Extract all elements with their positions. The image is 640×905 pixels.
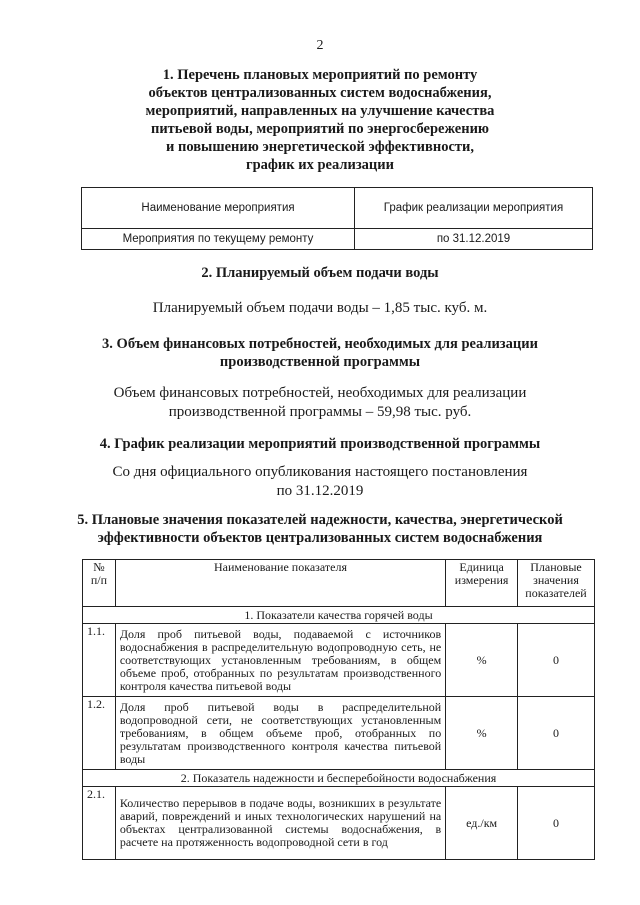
activities-table — [81, 187, 593, 250]
cell-name: Доля проб питьевой воды, подаваемой с источников водоснабжения в распределительную водопроводную сеть, не соответствующих установленным требованиям, в общем объеме проб, отобранных по результатам производственного контроля качества питьевой воды — [115, 624, 445, 697]
group1-title: 1. Показатели качества горячей воды — [83, 607, 595, 624]
cell-schedule: по 31.12.2019 — [355, 229, 593, 250]
col-header-name: Наименование показателя — [115, 560, 445, 607]
col-header-activity: Наименование мероприятия — [82, 188, 355, 229]
section1-title — [0, 66, 640, 174]
table-row — [82, 229, 593, 250]
col-header-num: № п/п — [83, 560, 116, 607]
section1-title-line: график их реализации — [245, 157, 394, 173]
section4-text-line: Со дня официального опубликования настоящего постановления — [112, 464, 528, 480]
cell-num: 2.1. — [83, 787, 116, 860]
table-row — [83, 624, 595, 697]
cell-value: 0 — [518, 787, 595, 860]
cell-activity: Мероприятия по текущему ремонту — [82, 229, 355, 250]
cell-num: 1.2. — [83, 697, 116, 770]
section1-title-line: питьевой воды, мероприятий по энергосбережению — [150, 121, 490, 137]
section1-title-line: и повышению энергетической эффективности, — [166, 139, 474, 155]
section1-title-line: объектов централизованных систем водоснабжения, — [148, 85, 492, 101]
cell-value: 0 — [518, 697, 595, 770]
cell-value: 0 — [518, 624, 595, 697]
col-header-value: Плановые значения показателей — [518, 560, 595, 607]
section2-title: 2. Планируемый объем подачи воды — [201, 265, 439, 281]
section3-text-line: Объем финансовых потребностей, необходимых для реализации — [113, 385, 527, 401]
section3-title-line: 3. Объем финансовых потребностей, необходимых для реализации — [102, 336, 538, 352]
cell-unit: % — [446, 697, 518, 770]
group-row — [83, 607, 595, 624]
section3-text — [0, 384, 640, 422]
page-number: 2 — [316, 38, 324, 53]
col-header-unit: Единица измерения — [446, 560, 518, 607]
table-row — [83, 787, 595, 860]
section3-title — [0, 335, 640, 371]
table-row — [83, 697, 595, 770]
section3-title-line: производственной программы — [219, 354, 421, 370]
section5-title-line: эффективности объектов централизованных систем водоснабжения — [97, 530, 543, 546]
table-header-row — [83, 560, 595, 607]
section4-text-line: по 31.12.2019 — [276, 483, 364, 499]
section5-title — [0, 511, 640, 547]
col-header-schedule: График реализации мероприятия — [355, 188, 593, 229]
section4-text — [0, 463, 640, 501]
section5-title-line: 5. Плановые значения показателей надежности, качества, энергетической — [77, 512, 563, 528]
section4-title: 4. График реализации мероприятий производственной программы — [99, 436, 541, 452]
section2-text: Планируемый объем подачи воды – 1,85 тыс. куб. м. — [152, 300, 488, 316]
table-header-row — [82, 188, 593, 229]
cell-unit: ед./км — [446, 787, 518, 860]
cell-name: Количество перерывов в подаче воды, возникших в результате аварий, повреждений и иных технологических нарушений на объектах централизованной системы водоснабжения, в расчете на протяженность водопроводной сети в год — [115, 787, 445, 860]
cell-num: 1.1. — [83, 624, 116, 697]
section1-title-line: 1. Перечень плановых мероприятий по ремонту — [162, 67, 478, 83]
cell-unit: % — [446, 624, 518, 697]
cell-name: Доля проб питьевой воды в распределительной водопроводной сети, не соответствующих установленным требованиям, в общем объеме проб, отобранных по результатам производственного контроля качества питьевой воды — [115, 697, 445, 770]
section3-text-line: производственной программы – 59,98 тыс. руб. — [168, 404, 472, 420]
group2-title: 2. Показатель надежности и бесперебойности водоснабжения — [83, 770, 595, 787]
group-row — [83, 770, 595, 787]
indicators-table — [82, 559, 595, 860]
section1-title-line: мероприятий, направленных на улучшение качества — [145, 103, 495, 119]
